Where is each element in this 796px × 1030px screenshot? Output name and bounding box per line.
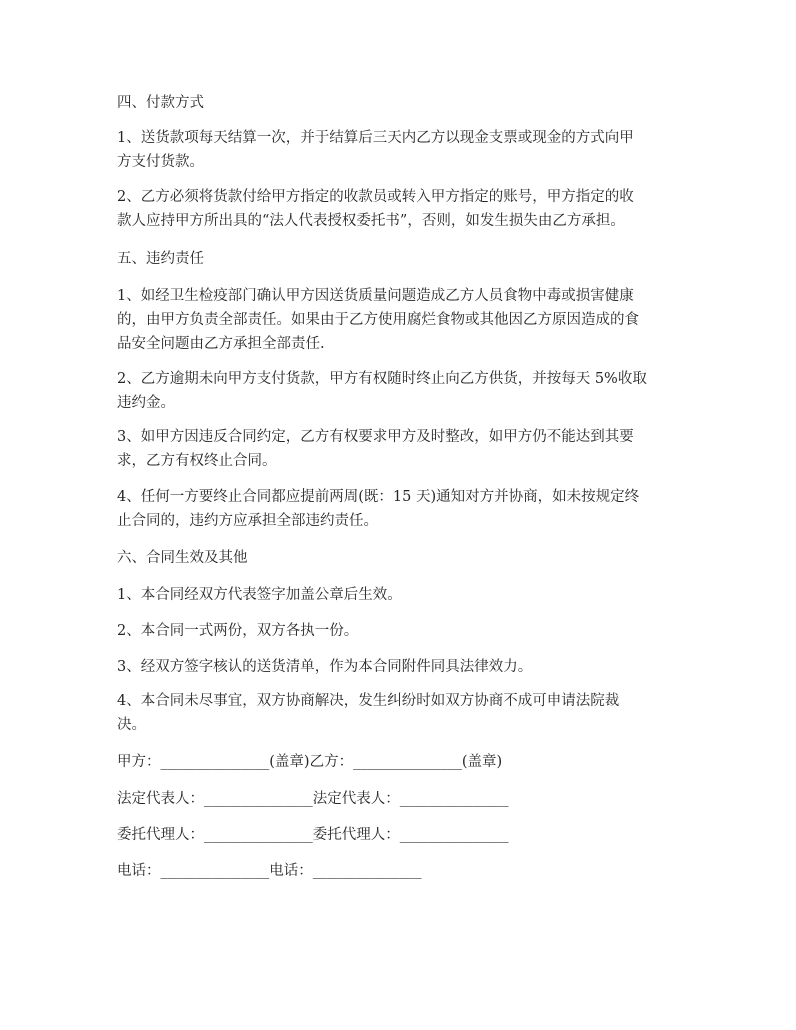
section-heading-liability	[117, 247, 687, 271]
clause-line: 品安全问题由乙方承担全部责任.	[117, 336, 325, 352]
clause-6-2	[117, 619, 687, 643]
clause-line: 求，乙方有权终止合同。	[117, 453, 277, 469]
signature-line: 委托代理人：_______________委托代理人：_______________	[117, 827, 509, 843]
clause-line: 4、任何一方要终止合同都应提前两周(既：15 天)通知对方并协商，如未按规定终	[117, 489, 640, 505]
clause-line: 2、本合同一式两份，双方各执一份。	[117, 623, 359, 639]
heading-text: 四、付款方式	[117, 95, 204, 111]
clause-line: 2、乙方必须将货款付给甲方指定的收款员或转入甲方指定的账号，甲方指定的收	[117, 189, 634, 205]
signature-parties-row	[117, 750, 687, 774]
clause-5-3	[117, 425, 687, 473]
clause-line: 3、如甲方因违反合同约定，乙方有权要求甲方及时整改，如甲方仍不能达到其要	[117, 429, 634, 445]
clause-line: 款人应持甲方所出具的“法人代表授权委托书”，否则，如发生损失由乙方承担。	[117, 213, 625, 229]
signature-line: 甲方：_______________(盖章)乙方：_______________(盖章)	[117, 754, 503, 770]
clause-line: 3、经双方签字核认的送货清单，作为本合同附件同具法律效力。	[117, 659, 533, 675]
clause-line: 决。	[117, 717, 146, 733]
section-heading-payment	[117, 91, 687, 115]
clause-line: 的，由甲方负责全部责任。如果由于乙方使用腐烂食物或其他因乙方原因造成的食	[117, 312, 639, 328]
heading-text: 五、违约责任	[117, 251, 204, 267]
heading-text: 六、合同生效及其他	[117, 550, 248, 566]
clause-6-4	[117, 689, 687, 737]
clause-4-1	[117, 126, 687, 174]
clause-line: 2、乙方逾期未向甲方支付货款，甲方有权随时终止向乙方供货，并按每天 5%收取	[117, 371, 647, 387]
clause-line: 4、本合同未尽事宜，双方协商解决，发生纠纷时如双方协商不成可申请法院裁	[117, 693, 620, 709]
clause-5-1	[117, 284, 687, 356]
clause-line: 违约金。	[117, 395, 175, 411]
clause-line: 止合同的，违约方应承担全部违约责任。	[117, 513, 378, 529]
clause-line: 方支付货款。	[117, 154, 204, 170]
signature-phone-row	[117, 859, 687, 883]
clause-6-1	[117, 583, 687, 607]
clause-line: 1、如经卫生检疫部门确认甲方因送货质量问题造成乙方人员食物中毒或损害健康	[117, 288, 634, 304]
clause-5-2	[117, 367, 687, 415]
clause-5-4	[117, 485, 687, 533]
signature-line: 电话：_______________电话：_______________	[117, 863, 422, 879]
signature-legal-rep-row	[117, 787, 687, 811]
clause-line: 1、送货款项每天结算一次，并于结算后三天内乙方以现金支票或现金的方式向甲	[117, 130, 634, 146]
clause-6-3	[117, 655, 687, 679]
signature-line: 法定代表人：_______________法定代表人：_______________	[117, 791, 509, 807]
clause-4-2	[117, 185, 687, 233]
clause-line: 1、本合同经双方代表签字加盖公章后生效。	[117, 587, 402, 603]
section-heading-effectiveness	[117, 546, 687, 570]
signature-agent-row	[117, 823, 687, 847]
